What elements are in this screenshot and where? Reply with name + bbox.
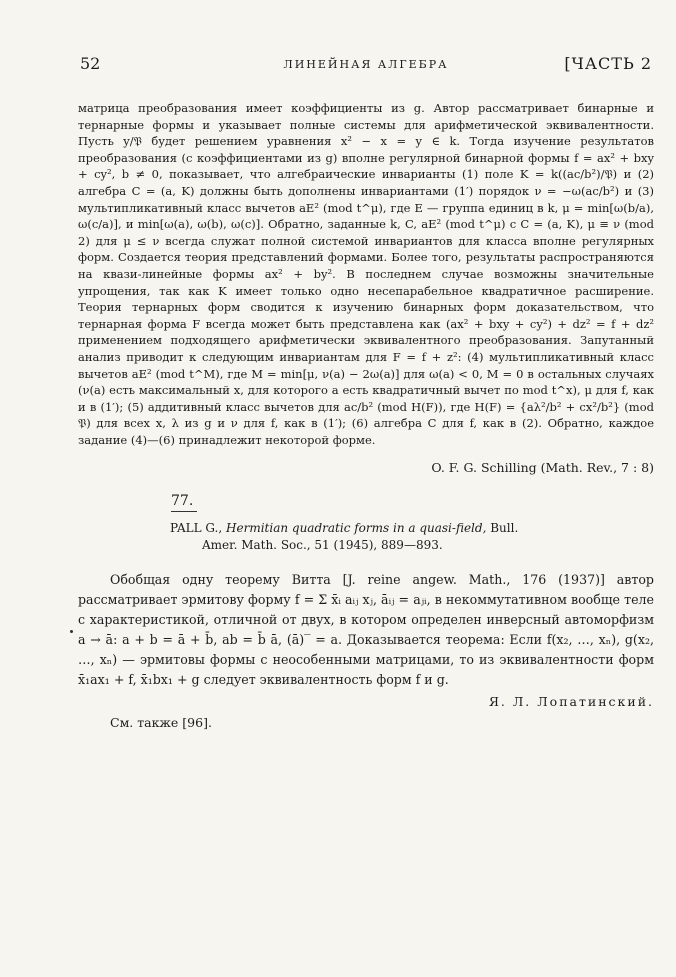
page-number: 52 bbox=[80, 54, 101, 73]
reference-journal-1: Bull. bbox=[490, 521, 519, 536]
reference-journal-2: Amer. Math. Soc., 51 (1945), 889—893. bbox=[202, 538, 443, 553]
review-text-2: Обобщая одну теорему Витта [J. reine angew. Math., 176 (1937)] автор рассматривает эрмитову форму f = Σ x̄ᵢ aᵢⱼ xⱼ, āᵢⱼ = aⱼᵢ, в некоммутативном вообще теле с характеристикой, отличной от двух, в котором определен инверсный автоморфизм a → ā: a + b = ā + b̄, ab = b̄ ā, (ā)‾ = a. Доказывается теорема: Если f(x₂, …, xₙ), g(x₂, …, xₙ) — эрмитовы формы с неособенными матрицами, то из эквивалентности форм x̄₁ax₁ + f, x̄₁bx₁ + g следует эквивалентность форм f и g. bbox=[78, 572, 654, 688]
page bbox=[78, 54, 654, 730]
review-text-1: матрица преобразования имеет коэффициенты из g. Автор рассматривает бинарные и тернарные формы и указывает полные системы для арифметической эквивалентности. Пусть y/𝔓 будет решением уравнения x² − x = y ∈ k. Тогда изучение результатов преобразования (с коэффициентами из g) вполне регулярной бинарной формы f = ax² + bxy + cy², b ≠ 0, показывает, что алгебраические инварианты (1) поле K = k((ac/b²)/𝔓) и (2) алгебра C = (a, K) должны быть дополнены инвариантами (1′) порядок ν = −ω(ac/b²) и (3) мультипликативный класс вычетов aE² (mod t^μ), где E — группа единиц в k, μ = min[ω(b/a), ω(c/a)], и min[ω(a), ω(b), ω(c)]. Обратно, заданные k, C, aE² (mod t^μ) с C = (a, K), μ ≡ ν (mod 2) для μ ≤ ν всегда служат полной системой инвариантов для класса вполне регулярных форм. Создается теория представлений формами. Более того, результаты распространяются на квази-линейные формы ax² + by². В последнем случае возможны значительные упрощения, так как K имеет только одно несепарабельное квадратичное расширение. Теория тернарных форм сводится к изучению бинарных форм доказательством, что тернарная форма F всегда может быть представлена как (ax² + bxy + cy²) + dz² = f + dz² применением подходящего арифметически эквивалентного преобразования. Запутанный анализ приводит к следующим инвариантам для F = f + z²: (4) мультипликативный класс вычетов aE² (mod t^M), где M = min[μ, ν(a) − 2ω(a)] для ω(a) < 0, M = 0 в остальных случаях (ν(a) есть максимальный x, для которого a есть квадратичный вычет по mod t^x), μ для f, как и в (1′); (5) аддитивный класс вычетов для ac/b² (mod H(F)), где H(F) = {aλ²/b² + cx²/b²} (mod 𝔓) для всех x, λ из g и ν для f, как в (1′); (6) алгебра C для f, как в (2). Обратно, каждое задание (4)—(6) принадлежит некоторой форме. bbox=[78, 101, 654, 447]
running-title: ЛИНЕЙНАЯ АЛГЕБРА bbox=[283, 58, 449, 71]
entry-number: 77. bbox=[171, 493, 194, 510]
reference-author: PALL G., bbox=[170, 521, 223, 536]
review-signature-1: O. F. G. Schilling (Math. Rev., 7 : 8) bbox=[431, 460, 654, 476]
see-also: См. также [96]. bbox=[110, 715, 212, 731]
reference-line-1 bbox=[170, 520, 654, 537]
review-signature-2: Я. Л. Лопатинский. bbox=[488, 694, 654, 710]
part-label: [ЧАСТЬ 2 bbox=[564, 54, 652, 73]
page-header bbox=[78, 54, 654, 82]
entry-number-rule bbox=[171, 511, 197, 512]
margin-dot bbox=[70, 630, 73, 633]
reference-title: Hermitian quadratic forms in a quasi-field, bbox=[226, 521, 487, 536]
